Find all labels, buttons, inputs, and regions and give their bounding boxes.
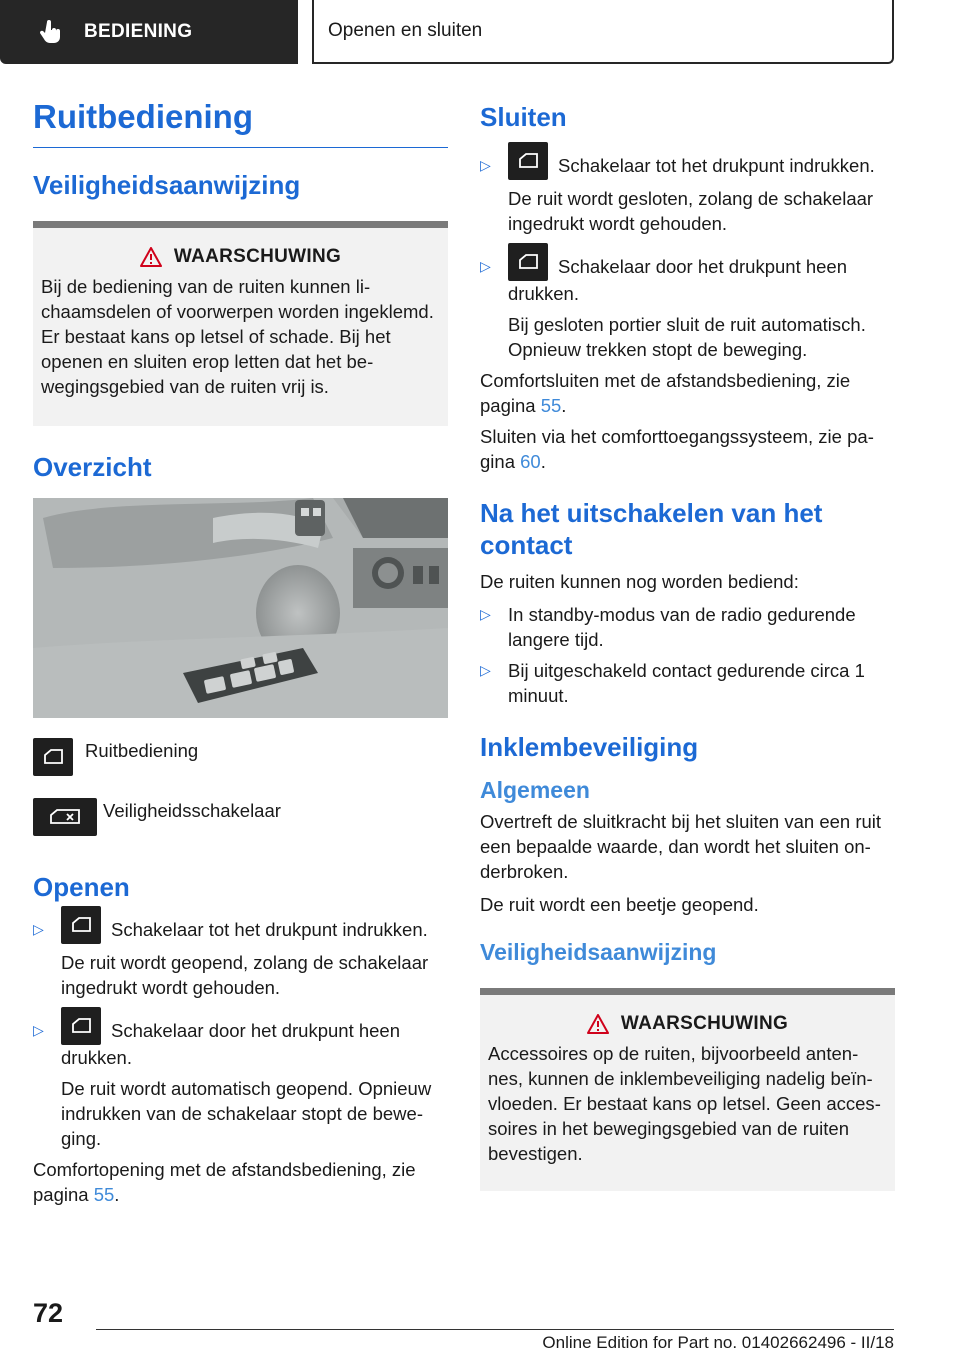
- triangle-bullet-icon: ▷: [33, 920, 44, 937]
- list-item-lead-text: Schakelaar tot het drukpunt indrukken.: [558, 155, 875, 177]
- safety-heading: Veiligheidsaanwijzing: [33, 170, 301, 201]
- triangle-bullet-icon: ▷: [480, 661, 491, 678]
- legend-item-safety-switch: [33, 798, 448, 836]
- list-item-detail: De ruit wordt geopend, zolang de schakelaar ingedrukt wordt gehouden.: [61, 951, 429, 998]
- general-text-2: De ruit wordt een beetje geopend.: [480, 893, 759, 915]
- warning-text: Accessoires op de ruiten, bijvoorbeeld antennes, kunnen de inklembeveiliging nadelig beïnvloeden. Er bestaat kans op letsel. Geen accessoires in het bewegingsgebied van de ruiten bevestigen.: [488, 1043, 881, 1165]
- warning-triangle-icon: [140, 247, 162, 267]
- footer-divider: [96, 1329, 894, 1330]
- after-intro: De ruiten kunnen nog worden bediend:: [480, 570, 799, 592]
- legend-label: Veiligheidsschakelaar: [103, 799, 281, 821]
- comfort-close-end: .: [561, 395, 567, 417]
- right-column: [480, 102, 895, 1191]
- access-text: Sluiten via het comforttoegangssysteem, zie pagina: [480, 426, 874, 473]
- list-item-lead: [61, 917, 448, 944]
- window-switch-icon: [508, 142, 548, 180]
- warning-label: WAARSCHUWING: [173, 246, 342, 268]
- warning-text: Bij de bediening van de ruiten kunnen lichaamsdelen of voorwerpen worden ingeklemd. Er bestaat kans op letsel of schade. Bij het openen en sluiten erop letten dat het bewegingsgebied van de ruiten vrij is.: [41, 276, 434, 398]
- list-item: [480, 602, 895, 652]
- comfort-open-paragraph: [33, 1157, 448, 1207]
- after-ignition-heading: Na het uitschakelen van het contact: [480, 498, 823, 560]
- section-tab: [0, 0, 298, 64]
- page-link-60[interactable]: 60: [520, 451, 541, 473]
- warning-box: [33, 221, 448, 426]
- chapter-tab-label: Openen en sluiten: [328, 20, 483, 41]
- general-text: Overtreft de sluitkracht bij het sluiten van een ruit een bepaalde waarde, dan wordt het sluiten onderbroken.: [480, 810, 882, 882]
- triangle-bullet-icon: ▷: [480, 605, 491, 622]
- warning-box: [480, 988, 895, 1191]
- comfort-close-text: Comfortsluiten met de afstandsbediening, zie pagina: [480, 370, 851, 417]
- safety-heading-2: Veiligheidsaanwijzing: [480, 938, 717, 965]
- comfort-close-paragraph: [480, 368, 895, 418]
- warning-header: [488, 1013, 887, 1035]
- page-link-55[interactable]: 55: [540, 395, 562, 417]
- list-item-lead: [61, 1018, 448, 1070]
- list-item-lead-text: Schakelaar tot het drukpunt indrukken.: [111, 918, 428, 940]
- page-link-55[interactable]: 55: [93, 1184, 115, 1206]
- list-item: [480, 254, 895, 362]
- list-item-lead: [508, 153, 895, 180]
- list-item-text: In standby-modus van de radio gedurende langere tijd.: [508, 603, 856, 650]
- chapter-tab: [312, 0, 894, 64]
- legend-item-window-control: [33, 738, 448, 776]
- page-title: Ruitbediening: [33, 96, 448, 148]
- list-item-text: Bij uitgeschakeld contact gedurende circa 1 minuut.: [508, 659, 865, 706]
- page-number: 72: [33, 1298, 64, 1328]
- list-item-lead: [508, 254, 895, 306]
- legend-label: Ruitbediening: [85, 739, 199, 761]
- left-column: [33, 96, 448, 1207]
- overview-heading: Overzicht: [33, 452, 152, 483]
- window-switch-icon: [508, 243, 548, 281]
- list-item-lead-text: Schakelaar door het drukpunt heen drukken.: [61, 1019, 401, 1069]
- open-heading: Openen: [33, 871, 130, 902]
- warning-label: WAARSCHUWING: [620, 1013, 789, 1035]
- list-item: [480, 658, 895, 708]
- footer-edition: Online Edition for Part no. 01402662496 - II/18: [542, 1333, 894, 1352]
- triangle-bullet-icon: ▷: [480, 157, 491, 174]
- warning-triangle-icon: [587, 1014, 609, 1034]
- window-switch-icon: [61, 906, 101, 944]
- triangle-bullet-icon: ▷: [33, 1021, 44, 1038]
- list-item-lead-text: Schakelaar door het drukpunt heen drukken.: [508, 256, 848, 305]
- section-tab-label: BEDIENING: [84, 21, 193, 42]
- close-heading: Sluiten: [480, 102, 567, 132]
- warning-header: [41, 246, 440, 268]
- page-header: [0, 0, 960, 66]
- list-item-detail: De ruit wordt gesloten, zolang de schakelaar ingedrukt wordt gehouden.: [508, 188, 874, 235]
- list-item: [33, 1018, 448, 1151]
- window-switch-icon: [61, 1007, 101, 1045]
- safety-switch-icon: [33, 798, 97, 836]
- triangle-bullet-icon: ▷: [480, 258, 491, 275]
- comfort-open-text: Comfortopening met de afstandsbediening, zie pagina: [33, 1159, 416, 1206]
- general-heading: Algemeen: [480, 776, 590, 803]
- comfort-open-end: .: [114, 1184, 120, 1206]
- list-item: [480, 153, 895, 236]
- list-item-detail: De ruit wordt automatisch geopend. Opnieuw indrukken van de schakelaar stopt de beweging.: [61, 1078, 432, 1150]
- window-switch-icon: [33, 738, 73, 776]
- list-item-detail: Bij gesloten portier sluit de ruit automatisch. Opnieuw trekken stopt de beweging.: [508, 314, 866, 361]
- access-paragraph: [480, 424, 895, 474]
- access-end: .: [540, 451, 546, 473]
- pinch-protection-heading: Inklembeveiliging: [480, 731, 699, 762]
- hand-pointer-icon: [38, 19, 64, 45]
- door-panel-photo: [33, 498, 448, 718]
- list-item: [33, 917, 448, 1000]
